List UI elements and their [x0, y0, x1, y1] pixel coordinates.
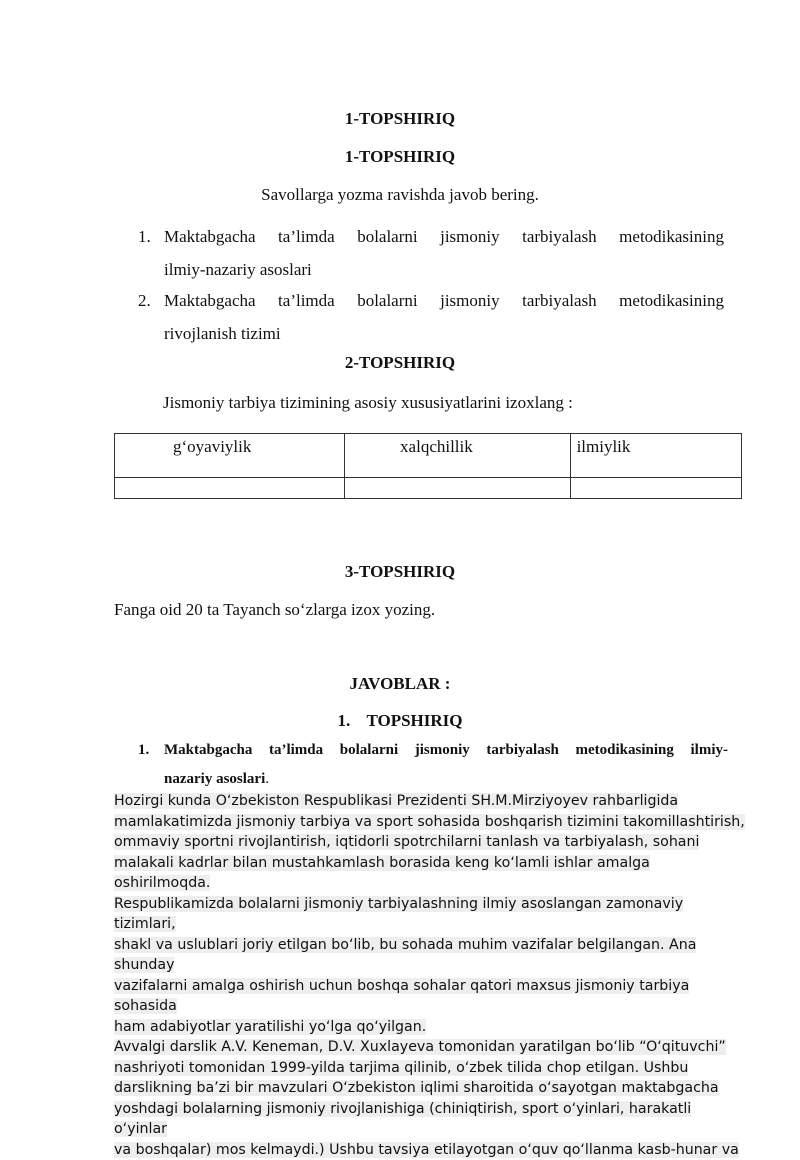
answers-heading: JAVOBLAR :: [0, 674, 800, 694]
table-row: [115, 478, 742, 499]
task-3-prompt: Fanga oid 20 ta Tayanch so‘zlarga izox yozing.: [114, 600, 435, 620]
body-line: shakl va uslublari joriy etilgan bo‘lib, bu sohada muhim vazifalar belgilangan. Ana shunday: [114, 935, 746, 976]
answers-sub-heading-text: TOPSHIRIQ: [366, 711, 462, 730]
body-line: Hozirgi kunda O‘zbekiston Respublikasi Prezidenti SH.M.Mirziyoyev rahbarligida: [114, 791, 746, 812]
question-text: Maktabgacha ta’limda bolalarni jismoniy tarbiyalash metodikasining: [164, 220, 724, 253]
body-line: vazifalarni amalga oshirish uchun boshqa sohalar qatori maxsus jismoniy tarbiya sohasida: [114, 976, 746, 1017]
table-header-row: [115, 434, 742, 478]
body-line: darslikning ba’zi bir mavzulari O‘zbekiston iqlimi sharoitida o‘sayotgan maktabgacha: [114, 1078, 746, 1099]
instruction-text: Savollarga yozma ravishda javob bering.: [0, 185, 800, 205]
section-heading-task-3: 3-TOPSHIRIQ: [0, 562, 800, 582]
answer-item-title: Maktabgacha ta’limda bolalarni jismoniy tarbiyalash metodikasining ilmiy-: [164, 736, 728, 765]
question-text-continued: ilmiy-nazariy asoslari: [164, 253, 312, 286]
task-2-prompt: Jismoniy tarbiya tizimining asosiy xususiyatlarini izoxlang :: [163, 393, 573, 413]
body-line: nashriyoti tomonidan 1999-yilda tarjima qilinib, o‘zbek tilida chop etilgan. Ushbu: [114, 1058, 746, 1079]
answers-sub-heading: [0, 711, 800, 731]
question-number: 2.: [138, 284, 151, 317]
body-line: Respublikamizda bolalarni jismoniy tarbiyalashning ilmiy asoslangan zamonaviy tizimlari,: [114, 894, 746, 935]
section-heading-task-2: 2-TOPSHIRIQ: [0, 353, 800, 373]
body-line: malakali kadrlar bilan mustahkamlash borasida keng ko‘lamli ishlar amalga oshirilmoqda.: [114, 853, 746, 894]
table-cell: [115, 478, 345, 499]
table-cell: ilmiylik: [570, 434, 741, 478]
question-text-continued: rivojlanish tizimi: [164, 317, 281, 350]
body-line: mamlakatimizda jismoniy tarbiya va sport sohasida boshqarish tizimini takomillashtirish,: [114, 812, 746, 833]
answers-sub-heading-number: 1.: [337, 711, 350, 730]
answer-item-title-suffix: .: [265, 771, 269, 787]
answer-item-number: 1.: [138, 736, 149, 765]
page-title: 1-TOPSHIRIQ: [0, 109, 800, 129]
body-line: ham adabiyotlar yaratilishi yo‘lga qo‘yilgan.: [114, 1017, 746, 1038]
question-text: Maktabgacha ta’limda bolalarni jismoniy tarbiyalash metodikasining: [164, 284, 724, 317]
body-line: va boshqalar) mos kelmaydi.) Ushbu tavsiya etilayotgan o‘quv qo‘llanma kasb-hunar va: [114, 1140, 746, 1160]
features-table: [114, 433, 742, 499]
table-cell: g‘oyaviylik: [115, 434, 345, 478]
table-cell: [345, 478, 571, 499]
question-number: 1.: [138, 220, 151, 253]
body-line: Avvalgi darslik A.V. Keneman, D.V. Xuxlayeva tomonidan yaratilgan bo‘lib “O‘qituvchi”: [114, 1037, 746, 1058]
table-cell: xalqchillik: [345, 434, 571, 478]
body-line: yoshdagi bolalarning jismoniy rivojlanishiga (chiniqtirish, sport o‘yinlari, harakatli o‘yinlar: [114, 1099, 746, 1140]
section-heading-task-1: 1-TOPSHIRIQ: [0, 147, 800, 167]
body-line: ommaviy sportni rivojlantirish, iqtidorli spotrchilarni tanlash va tarbiyalash, sohani: [114, 832, 746, 853]
table-cell: [570, 478, 741, 499]
answer-item-title-continued: nazariy asoslari: [164, 771, 265, 787]
answer-body-text: [114, 791, 746, 1160]
